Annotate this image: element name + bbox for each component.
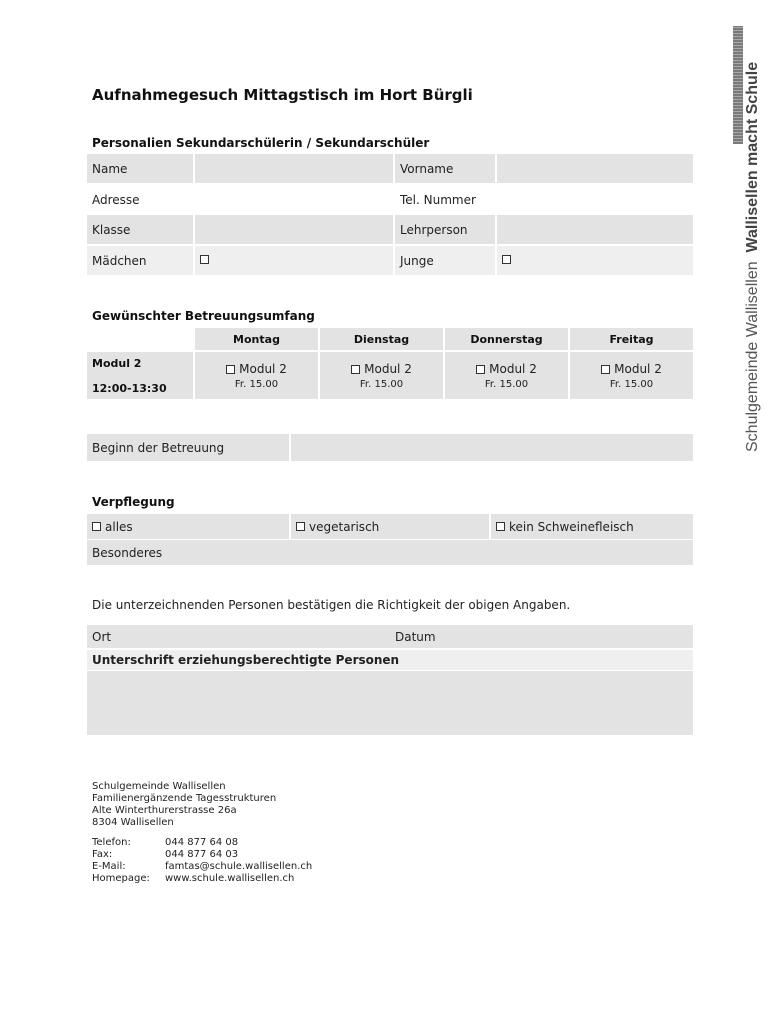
signature-field[interactable]	[87, 671, 693, 735]
module-name: Modul 2	[92, 357, 142, 370]
day-donnerstag: Donnerstag	[470, 332, 543, 346]
maedchen-cell	[195, 246, 393, 275]
verpflegung-option-kein-schweinefleisch[interactable]	[491, 514, 634, 539]
alles-checkbox[interactable]	[92, 522, 101, 531]
modul-option-label: Modul 2	[364, 361, 412, 376]
footer-telefon-value: 044 877 64 08	[165, 837, 239, 848]
maedchen-label: Mädchen	[92, 253, 147, 268]
footer-telefon-key: Telefon:	[92, 837, 131, 848]
verpflegung-option-vegetarisch[interactable]	[291, 514, 379, 539]
signature-heading: Unterschrift erziehungsberechtigte Personen	[92, 653, 400, 667]
footer-email-link[interactable]: famtas@schule.wallisellen.ch	[165, 861, 313, 872]
lehrperson-field[interactable]	[497, 215, 693, 244]
footer-line-dept: Familienergänzende Tagesstrukturen	[92, 793, 277, 804]
maedchen-checkbox[interactable]	[200, 255, 209, 264]
betreuung-heading: Gewünschter Betreuungsumfang	[92, 309, 315, 323]
modul-option-label: Modul 2	[239, 361, 287, 376]
modul-option-label: Modul 2	[489, 361, 537, 376]
lehrperson-label: Lehrperson	[400, 222, 468, 237]
verpflegung-option-alles[interactable]	[87, 514, 133, 539]
beginn-field[interactable]	[291, 434, 693, 461]
modul-checkbox-dienstag[interactable]	[351, 365, 360, 374]
brand-bold: Wallisellen macht Schule	[744, 61, 761, 253]
modul-option-donnerstag[interactable]	[445, 352, 568, 399]
kein-schweinefleisch-label: kein Schweinefleisch	[509, 519, 634, 534]
footer-line-city: 8304 Wallisellen	[92, 817, 174, 828]
vegetarisch-label: vegetarisch	[309, 519, 380, 534]
verpflegung-heading: Verpflegung	[92, 495, 175, 509]
footer-email-key: E-Mail:	[92, 861, 126, 872]
name-label: Name	[92, 161, 128, 176]
junge-cell	[497, 246, 693, 275]
ort-label: Ort	[92, 629, 112, 644]
footer-contact-values	[165, 837, 312, 885]
modul-checkbox-montag[interactable]	[226, 365, 235, 374]
personalien-heading: Personalien Sekundarschülerin / Sekundarschüler	[92, 136, 430, 150]
modul-option-montag[interactable]	[195, 352, 318, 399]
footer-fax-key: Fax:	[92, 849, 113, 860]
klasse-label: Klasse	[92, 222, 131, 237]
vorname-field[interactable]	[497, 154, 693, 183]
footer-line-org: Schulgemeinde Wallisellen	[92, 781, 226, 792]
kein-schweinefleisch-checkbox[interactable]	[496, 522, 505, 531]
adresse-label: Adresse	[92, 192, 140, 207]
klasse-field[interactable]	[195, 215, 393, 244]
junge-label: Junge	[400, 253, 434, 268]
besonderes-label: Besonderes	[92, 545, 163, 560]
footer-line-street: Alte Winterthurerstrasse 26a	[92, 805, 237, 816]
brand-normal: Schulgemeinde Wallisellen	[744, 261, 761, 452]
footer-address	[92, 781, 276, 829]
footer-homepage-key: Homepage:	[92, 873, 150, 884]
footer-contact-keys	[92, 837, 150, 885]
tel-field[interactable]	[497, 185, 693, 214]
name-field[interactable]	[195, 154, 393, 183]
modul-price: Fr. 15.00	[609, 378, 654, 390]
besonderes-field[interactable]	[87, 540, 693, 565]
brand-pattern-bar	[733, 26, 743, 144]
day-freitag: Freitag	[609, 332, 654, 346]
footer-fax-value: 044 877 64 03	[165, 849, 239, 860]
modul-checkbox-freitag[interactable]	[601, 365, 610, 374]
modul-option-dienstag[interactable]	[320, 352, 443, 399]
day-dienstag: Dienstag	[353, 332, 410, 346]
beginn-label: Beginn der Betreuung	[92, 440, 225, 455]
junge-checkbox[interactable]	[502, 255, 511, 264]
module-time: 12:00-13:30	[92, 382, 167, 395]
vorname-label: Vorname	[400, 161, 454, 176]
confirm-text: Die unterzeichnenden Personen bestätigen die Richtigkeit der obigen Angaben.	[92, 598, 571, 612]
modul-option-freitag[interactable]	[570, 352, 693, 399]
modul-price: Fr. 15.00	[359, 378, 404, 390]
day-montag: Montag	[233, 332, 280, 346]
datum-label: Datum	[395, 629, 436, 644]
modul-price: Fr. 15.00	[234, 378, 279, 390]
tel-label: Tel. Nummer	[400, 192, 476, 207]
brand-vertical-text	[744, 62, 762, 452]
alles-label: alles	[105, 519, 133, 534]
modul-checkbox-donnerstag[interactable]	[476, 365, 485, 374]
footer-homepage-link[interactable]: www.schule.wallisellen.ch	[165, 873, 295, 884]
modul-option-label: Modul 2	[614, 361, 662, 376]
page-title: Aufnahmegesuch Mittagstisch im Hort Bürgli	[92, 86, 473, 104]
vegetarisch-checkbox[interactable]	[296, 522, 305, 531]
adresse-field[interactable]	[195, 185, 393, 214]
modul-price: Fr. 15.00	[484, 378, 529, 390]
